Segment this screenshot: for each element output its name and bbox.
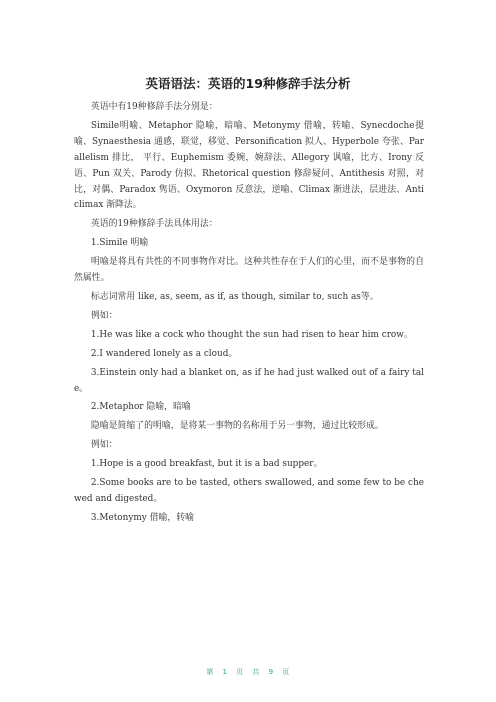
usage-heading: 英语的19种修辞手法具体用法： [90, 219, 218, 230]
simile-markers: 标志词常用 like, as, seem, as if, as though, similar to, such as等。 [90, 291, 379, 302]
metaphor-example-1: 1.Hope is a good breakfast, but it is a bad supper。 [90, 459, 323, 470]
document-title: 英语语法：英语的19种修辞手法分析 [145, 76, 351, 91]
metaphor-example-2: 2.Some books are to be tasted, others swallowed, and some few to be chewed and digested。 [74, 478, 424, 504]
simile-heading: 1.Simile 明喻 [90, 238, 149, 249]
metaphor-examples-label: 例如： [90, 440, 118, 451]
simile-examples-label: 例如： [90, 310, 118, 321]
document-body [74, 100, 424, 530]
page-number-footer: 第 1 页 共 9 页 [206, 668, 290, 676]
intro-paragraph: 英语中有19种修辞手法分别是： [90, 102, 218, 112]
figures-list-paragraph: Simile明喻、Metaphor 隐喻，暗喻、Metonymy 借喻，转喻、Synecdoche提喻、Synaesthesia 通感，联觉，移觉、Personification 拟人、Hyperbole 夸张、Parallelism 排比， 平行、Euphemism 委婉，婉辞法、Allegory 讽喻，比方、Irony 反语、Pun 双关、Parody 仿拟、Rhetorical question 修辞疑问、Antithesis 对照，对比，对偶、Paradox 隽语、Oxymoron 反意法，逆喻、Climax 渐进法，层进法、Anticlimax 渐降法。 [74, 120, 424, 211]
metonymy-heading: 3.Metonymy 借喻，转喻 [90, 512, 194, 523]
simile-example-1: 1.He was like a cock who thought the sun had risen to hear him crow。 [90, 329, 413, 340]
metaphor-heading: 2.Metaphor 隐喻，暗喻 [90, 402, 191, 413]
simile-definition: 明喻是将具有共性的不同事物作对比。这种共性存在于人们的心里，而不是事物的自然属性。 [74, 257, 424, 284]
metaphor-definition: 隐喻是简缩了的明喻，是将某一事物的名称用于另一事物，通过比较形成。 [90, 421, 384, 432]
simile-example-3: 3.Einstein only had a blanket on, as if he had just walked out of a fairy tale。 [74, 367, 424, 394]
simile-example-2: 2.I wandered lonely as a cloud。 [90, 348, 238, 359]
